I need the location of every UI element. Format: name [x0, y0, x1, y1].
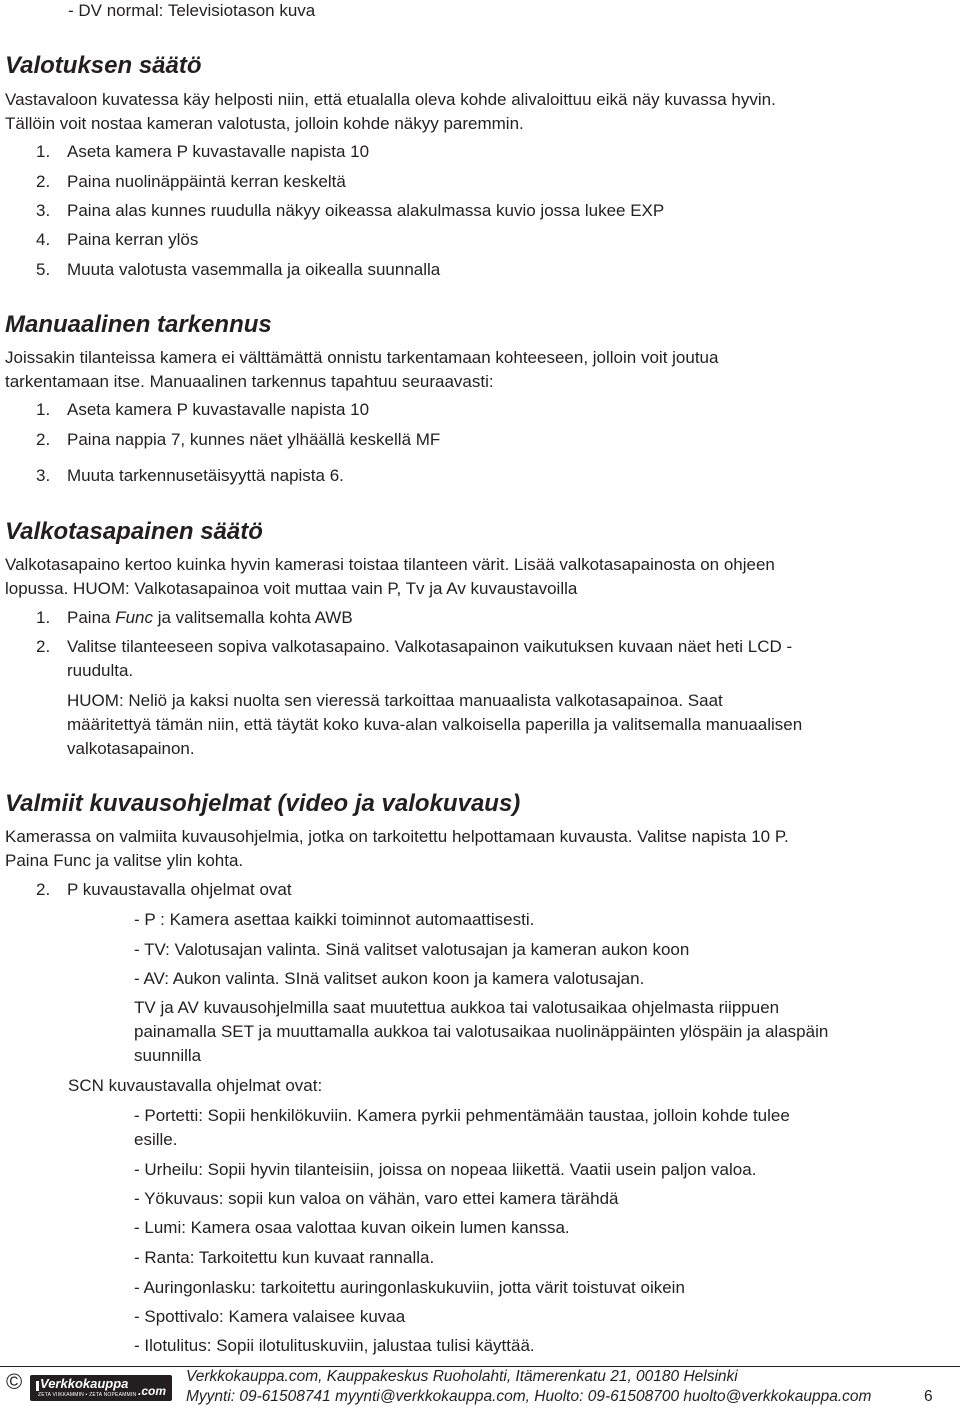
logo-text: Verkkokauppa [40, 1376, 129, 1391]
paragraph-line: Paina Func ja valitse ylin kohta. [5, 851, 244, 870]
list-text: Paina [67, 608, 116, 627]
footer-address: Verkkokauppa.com, Kauppakeskus Ruoholahti, Itämerenkatu 21, 00180 Helsinki [186, 1368, 738, 1385]
copyright-symbol: © [6, 1369, 23, 1394]
list-number: 2. [36, 637, 51, 656]
list-text-continuation: ruudulta. [67, 661, 134, 680]
mode-item: - Ranta: Tarkoitettu kun kuvaat rannalla. [134, 1248, 435, 1267]
footer-contact: Myynti: 09-61508741 myynti@verkkokauppa.com, Huolto: 09-61508700 huolto@verkkokauppa.com [186, 1388, 872, 1405]
list-number: 1. [36, 400, 51, 419]
scn-heading: SCN kuvaustavalla ohjelmat ovat: [68, 1076, 323, 1095]
mode-item: - P : Kamera asettaa kaikki toiminnot automaattisesti. [134, 910, 535, 929]
paragraph-line: Vastavaloon kuvatessa käy helposti niin, että etualalla oleva kohde alivaloittuu eikä näy kuvassa hyvin. [5, 90, 776, 109]
list-item [36, 880, 292, 900]
list-text: Paina nuolinäppäintä kerran keskeltä [67, 172, 346, 191]
section-title-exposure: Valotuksen säätö [5, 52, 202, 79]
list-item [36, 466, 344, 486]
mode-item: - TV: Valotusajan valinta. Sinä valitset valotusajan ja kameran aukon koon [134, 940, 690, 959]
func-term: Func [115, 608, 153, 627]
list-number: 3. [36, 466, 51, 485]
list-item [36, 230, 198, 250]
list-number: 1. [36, 608, 51, 627]
logo-domain: .com [137, 1384, 166, 1398]
list-text: Muuta tarkennusetäisyyttä napista 6. [67, 466, 344, 485]
paragraph-line: TV ja AV kuvausohjelmilla saat muutettua aukkoa tai valotusaikaa ohjelmasta riippuen [134, 998, 780, 1017]
footer-divider [0, 1366, 960, 1367]
list-number: 1. [36, 142, 51, 161]
paragraph-line: lopussa. HUOM: Valkotasapainoa voit muttaa vain P, Tv ja Av kuvaustavoilla [5, 579, 578, 598]
list-text: P kuvaustavalla ohjelmat ovat [67, 880, 292, 899]
paragraph-line: painamalla SET ja muuttamalla aukkoa tai valotusaikaa nuolinäppäinten ylöspäin ja alaspäin [134, 1022, 829, 1041]
logo-tagline: ZETA VIIKKAMMIN • ZETA NOPEAMMIN [38, 1392, 137, 1398]
list-item [36, 608, 353, 628]
note-line: HUOM: Neliö ja kaksi nuolta sen vieressä tarkoittaa manuaalista valkotasapainoa. Saat [67, 691, 723, 710]
list-text: Aseta kamera P kuvastavalle napista 10 [67, 400, 370, 419]
mode-item: - Auringonlasku: tarkoitettu auringonlaskukuviin, jotta värit toistuvat oikein [134, 1278, 685, 1297]
list-text: Aseta kamera P kuvastavalle napista 10 [67, 142, 370, 161]
list-number: 2. [36, 172, 51, 191]
note-line: valkotasapainon. [67, 739, 195, 758]
section-title-scene-modes: Valmiit kuvausohjelmat (video ja valokuvaus) [5, 790, 521, 817]
page-number: 6 [924, 1388, 933, 1405]
paragraph-line: suunnilla [134, 1046, 202, 1065]
note-line: määritettyä tämän niin, että täytät koko kuva-alan valkoisella paperilla ja valitsemalla manuaalisen [67, 715, 803, 734]
mode-item: - Portetti: Sopii henkilökuviin. Kamera pyrkii pehmentämään taustaa, jolloin kohde tulee [134, 1106, 790, 1125]
mode-item: - Spottivalo: Kamera valaisee kuvaa [134, 1307, 406, 1326]
list-text: Paina kerran ylös [67, 230, 199, 249]
list-text: ja valitsemalla kohta AWB [153, 608, 353, 627]
list-number: 4. [36, 230, 51, 249]
logo-mark-icon [36, 1381, 39, 1391]
verkkokauppa-logo [30, 1375, 172, 1401]
list-item [36, 260, 440, 280]
top-line: - DV normal: Televisiotason kuva [68, 1, 316, 20]
list-text: Paina alas kunnes ruudulla näkyy oikeassa alakulmassa kuvio jossa lukee EXP [67, 201, 665, 220]
mode-item: - AV: Aukon valinta. SInä valitset aukon koon ja kamera valotusajan. [134, 969, 645, 988]
paragraph-line: Joissakin tilanteissa kamera ei välttämättä onnistu tarkentamaan kohteeseen, jolloin voit joutua [5, 348, 719, 367]
list-item [36, 142, 369, 162]
mode-item: - Lumi: Kamera osaa valottaa kuvan oikein lumen kanssa. [134, 1218, 570, 1237]
section-title-manual-focus: Manuaalinen tarkennus [5, 311, 272, 338]
list-item [36, 172, 346, 192]
list-text: Valitse tilanteeseen sopiva valkotasapaino. Valkotasapainon vaikutuksen kuvaan näet heti LCD - [67, 637, 793, 656]
mode-item-continuation: esille. [134, 1130, 178, 1149]
mode-item: - Ilotulitus: Sopii ilotulituskuviin, jalustaa tulisi käyttää. [134, 1336, 535, 1355]
mode-item: - Urheilu: Sopii hyvin tilanteisiin, joissa on nopeaa liikettä. Vaatii usein paljon valoa. [134, 1160, 757, 1179]
list-item [36, 637, 792, 657]
list-item [36, 400, 369, 420]
paragraph-line: Tällöin voit nostaa kameran valotusta, jolloin kohde näkyy paremmin. [5, 114, 524, 133]
paragraph-line: Valkotasapaino kertoo kuinka hyvin kamerasi toistaa tilanteen värit. Lisää valkotasapainosta on ohjeen [5, 555, 775, 574]
list-item [36, 201, 664, 221]
paragraph-line: tarkentamaan itse. Manuaalinen tarkennus tapahtuu seuraavasti: [5, 372, 494, 391]
list-number: 3. [36, 201, 51, 220]
list-number: 5. [36, 260, 51, 279]
section-title-white-balance: Valkotasapainen säätö [5, 518, 263, 545]
list-number: 2. [36, 880, 51, 899]
paragraph-line: Kamerassa on valmiita kuvausohjelmia, jotka on tarkoitettu helpottamaan kuvausta. Valitse napista 10 P. [5, 827, 789, 846]
mode-item: - Yökuvaus: sopii kun valoa on vähän, varo ettei kamera tärähdä [134, 1189, 619, 1208]
list-text: Muuta valotusta vasemmalla ja oikealla suunnalla [67, 260, 441, 279]
list-number: 2. [36, 430, 51, 449]
list-item [36, 430, 440, 450]
list-text: Paina nappia 7, kunnes näet ylhäällä keskellä MF [67, 430, 441, 449]
